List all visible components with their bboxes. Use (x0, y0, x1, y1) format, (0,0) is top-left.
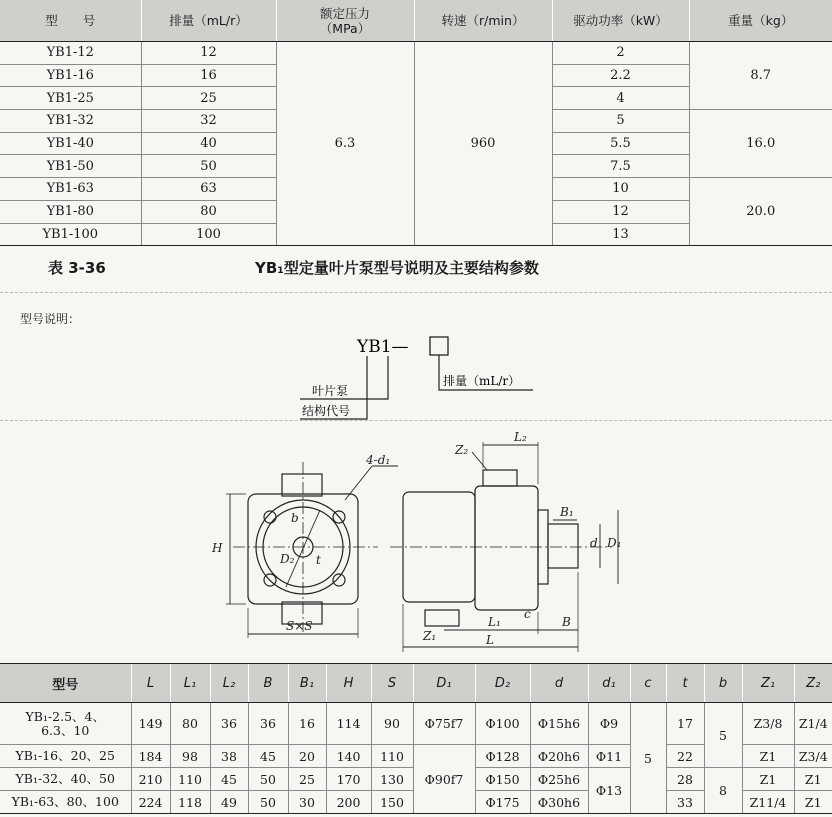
model-cell: YB1-12 (0, 42, 141, 65)
d1-cell: Φ11 (588, 745, 630, 768)
pump-drawing (0, 422, 832, 662)
L-cell: 210 (131, 768, 170, 791)
header-displacement: 排量（mL/r） (141, 0, 276, 42)
Z2-cell: Z1 (794, 791, 832, 814)
Z1-cell: Z1 (742, 745, 794, 768)
header-model: 型 号 (0, 0, 141, 42)
label-b: b (291, 511, 299, 525)
H-cell: 114 (326, 703, 371, 745)
label-t: t (316, 553, 321, 567)
B-cell: 36 (248, 703, 288, 745)
model-cell: YB1-25 (0, 87, 141, 110)
B1-cell: 20 (288, 745, 326, 768)
H-cell: 170 (326, 768, 371, 791)
D1-cell: Φ75f7 (413, 703, 475, 745)
weight-cell: 8.7 (689, 42, 832, 110)
b-cell: 5 (704, 703, 742, 768)
D2-cell: Φ100 (475, 703, 530, 745)
B1-cell: 30 (288, 791, 326, 814)
spec-table (0, 0, 832, 246)
label-holes: 4-d₁ (366, 453, 391, 467)
c-cell: 5 (630, 703, 666, 814)
Z2-cell: Z1/4 (794, 703, 832, 745)
header-H: H (326, 664, 371, 703)
L-cell: 224 (131, 791, 170, 814)
label-d: d (590, 536, 598, 550)
label-D1: D₁ (607, 536, 622, 550)
Z1-cell: Z1 (742, 768, 794, 791)
model-cell: YB1-32 (0, 110, 141, 133)
dimension-table-header (0, 664, 832, 703)
header-S: S (371, 664, 413, 703)
label-B1: B₁ (560, 505, 574, 519)
power-cell: 2 (552, 42, 689, 65)
label-L: L (486, 633, 494, 647)
weight-cell: 20.0 (689, 178, 832, 246)
structure-code-label: 结构代号 (302, 404, 351, 418)
header-Z1: Z₁ (742, 664, 794, 703)
L2-cell: 45 (210, 768, 248, 791)
displacement-cell: 12 (141, 42, 276, 65)
model-code: YB1— (357, 337, 409, 357)
S-cell: 90 (371, 703, 413, 745)
L2-cell: 36 (210, 703, 248, 745)
L-cell: 184 (131, 745, 170, 768)
L1-cell: 118 (170, 791, 210, 814)
pressure-cell: 6.3 (276, 42, 414, 246)
d-cell: Φ15h6 (530, 703, 588, 745)
S-cell: 110 (371, 745, 413, 768)
model-cell: YB1-63 (0, 178, 141, 201)
header-D2: D₂ (475, 664, 530, 703)
model-cell: YB1-16 (0, 64, 141, 87)
divider (0, 420, 832, 421)
t-cell: 22 (666, 745, 704, 768)
front-view (226, 462, 398, 638)
code-placeholder-box (430, 337, 448, 355)
header-d: d (530, 664, 588, 703)
model-cell: YB₁-2.5、4、 6.3、10 (0, 703, 131, 745)
B1-cell: 25 (288, 768, 326, 791)
weight-cell: 16.0 (689, 110, 832, 178)
S-cell: 150 (371, 791, 413, 814)
B-cell: 45 (248, 745, 288, 768)
label-Z1: Z₁ (423, 629, 437, 643)
label-L2: L₂ (514, 430, 527, 444)
D2-cell: Φ175 (475, 791, 530, 814)
power-cell: 5 (552, 110, 689, 133)
power-cell: 2.2 (552, 64, 689, 87)
L-cell: 149 (131, 703, 170, 745)
b-cell: 8 (704, 768, 742, 814)
header-L2: L₂ (210, 664, 248, 703)
dimension-table (0, 663, 832, 814)
L2-cell: 49 (210, 791, 248, 814)
displacement-cell: 16 (141, 64, 276, 87)
d-cell: Φ25h6 (530, 768, 588, 791)
power-cell: 10 (552, 178, 689, 201)
header-Z2: Z₂ (794, 664, 832, 703)
divider (0, 292, 832, 293)
D2-cell: Φ128 (475, 745, 530, 768)
d1-cell: Φ13 (588, 768, 630, 814)
D1-cell: Φ90f7 (413, 745, 475, 814)
Z1-cell: Z11/4 (742, 791, 794, 814)
header-b: b (704, 664, 742, 703)
model-cell: YB1-80 (0, 200, 141, 223)
power-cell: 7.5 (552, 155, 689, 178)
power-cell: 12 (552, 200, 689, 223)
Z2-cell: Z1 (794, 768, 832, 791)
label-Z2: Z₂ (455, 443, 469, 457)
model-cell: YB₁-63、80、100 (0, 791, 131, 814)
header-B: B (248, 664, 288, 703)
t-cell: 28 (666, 768, 704, 791)
Z1-cell: Z3/8 (742, 703, 794, 745)
displacement-cell: 40 (141, 132, 276, 155)
label-B: B (562, 615, 571, 629)
power-cell: 13 (552, 223, 689, 246)
d-cell: Φ20h6 (530, 745, 588, 768)
header-pressure: 额定压力 （MPa） (276, 0, 414, 42)
d1-cell: Φ9 (588, 703, 630, 745)
table-number: 表 3-36 (48, 259, 106, 277)
displacement-cell: 63 (141, 178, 276, 201)
side-view (390, 442, 618, 652)
label-D2: D₂ (280, 552, 295, 566)
header-model: 型号 (0, 664, 131, 703)
displacement-cell: 80 (141, 200, 276, 223)
table-row (0, 703, 832, 745)
L1-cell: 80 (170, 703, 210, 745)
H-cell: 200 (326, 791, 371, 814)
B1-cell: 16 (288, 703, 326, 745)
model-cell: YB₁-32、40、50 (0, 768, 131, 791)
model-cell: YB1-40 (0, 132, 141, 155)
header-t: t (666, 664, 704, 703)
t-cell: 17 (666, 703, 704, 745)
table-title: YB₁型定量叶片泵型号说明及主要结构参数 (255, 259, 539, 277)
power-cell: 5.5 (552, 132, 689, 155)
header-L: L (131, 664, 170, 703)
L1-cell: 98 (170, 745, 210, 768)
header-weight: 重量（kg） (689, 0, 832, 42)
model-cell: YB₁-16、20、25 (0, 745, 131, 768)
spec-table-header (0, 0, 832, 42)
header-d1: d₁ (588, 664, 630, 703)
header-speed: 转速（r/min） (414, 0, 552, 42)
speed-cell: 960 (414, 42, 552, 246)
header-c: c (630, 664, 666, 703)
model-cell: YB1-100 (0, 223, 141, 246)
L1-cell: 110 (170, 768, 210, 791)
t-cell: 33 (666, 791, 704, 814)
d-cell: Φ30h6 (530, 791, 588, 814)
power-cell: 4 (552, 87, 689, 110)
Z2-cell: Z3/4 (794, 745, 832, 768)
H-cell: 140 (326, 745, 371, 768)
model-note-label: 型号说明： (20, 312, 81, 326)
D2-cell: Φ150 (475, 768, 530, 791)
table-row (0, 42, 832, 65)
displacement-cell: 25 (141, 87, 276, 110)
header-L1: L₁ (170, 664, 210, 703)
B-cell: 50 (248, 768, 288, 791)
label-c: c (524, 607, 531, 621)
model-cell: YB1-50 (0, 155, 141, 178)
label-L1: L₁ (488, 615, 501, 629)
label-SxS: S×S (286, 619, 313, 633)
header-power: 驱动功率（kW） (552, 0, 689, 42)
label-H: H (212, 541, 223, 555)
S-cell: 130 (371, 768, 413, 791)
header-D1: D₁ (413, 664, 475, 703)
displacement-cell: 50 (141, 155, 276, 178)
L2-cell: 38 (210, 745, 248, 768)
B-cell: 50 (248, 791, 288, 814)
vane-pump-label: 叶片泵 (312, 384, 349, 398)
header-B1: B₁ (288, 664, 326, 703)
displacement-label: 排量（mL/r） (443, 374, 521, 388)
displacement-cell: 100 (141, 223, 276, 246)
displacement-cell: 32 (141, 110, 276, 133)
